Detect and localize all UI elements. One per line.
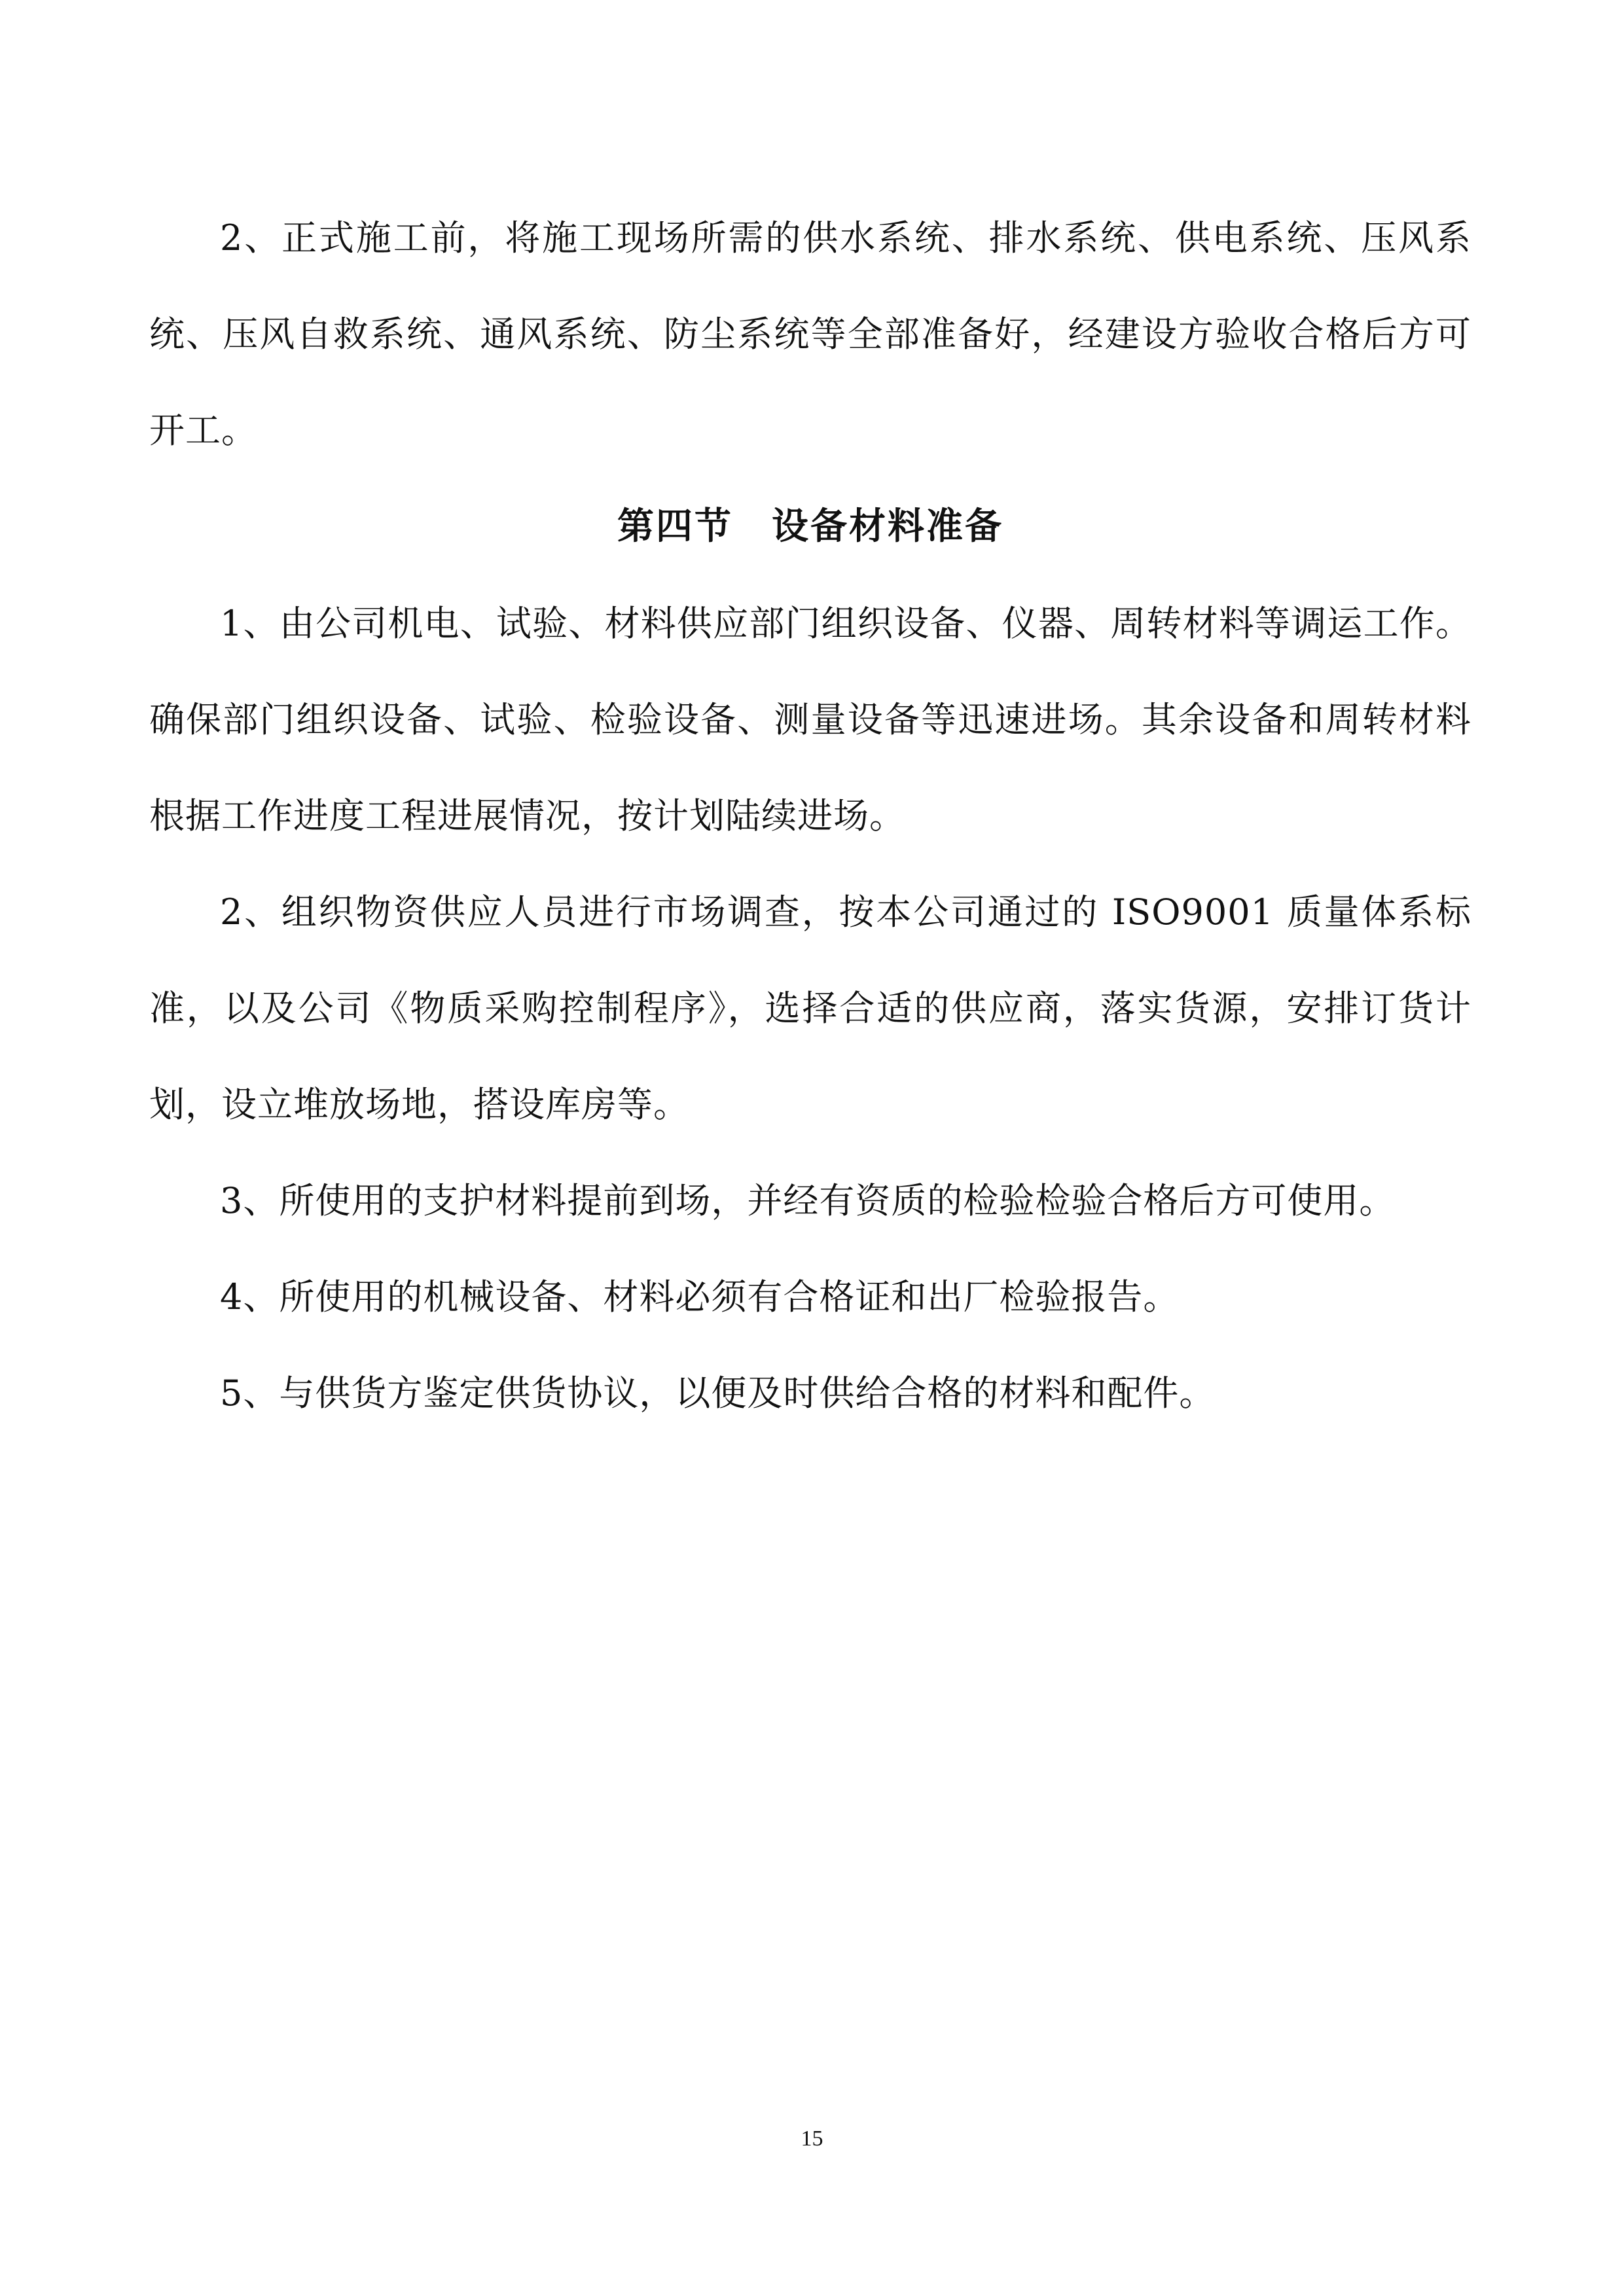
paragraph-material-procurement: 2、组织物资供应人员进行市场调查，按本公司通过的 ISO9001 质量体系标准，以及公司《物质采购控制程序》，选择合适的供应商，落实货源，安排订货计划，设立堆放场地，搭设库房等。 [149, 891, 1471, 1125]
paragraph-equipment-certificates: 4、所使用的机械设备、材料必须有合格证和出厂检验报告。 [220, 1276, 1180, 1318]
page-number: 15 [801, 2126, 823, 2151]
paragraph-supply-agreement: 5、与供货方鉴定供货协议，以便及时供给合格的材料和配件。 [220, 1372, 1216, 1414]
page-content [149, 190, 1471, 1441]
paragraph-preconstruction-systems: 2、正式施工前，将施工现场所需的供水系统、排水系统、供电系统、压风系统、压风自救系统、通风系统、防尘系统等全部准备好，经建设方验收合格后方可开工。 [149, 217, 1471, 451]
paragraph-equipment-dispatch: 1、由公司机电、试验、材料供应部门组织设备、仪器、周转材料等调运工作。确保部门组织设备、试验、检验设备、测量设备等迅速进场。其余设备和周转材料根据工作进度工程进展情况，按计划陆续进场。 [149, 603, 1471, 836]
paragraph-support-materials: 3、所使用的支护材料提前到场，并经有资质的检验检验合格后方可使用。 [220, 1180, 1396, 1221]
section-heading: 第四节 设备材料准备 [617, 505, 1003, 548]
